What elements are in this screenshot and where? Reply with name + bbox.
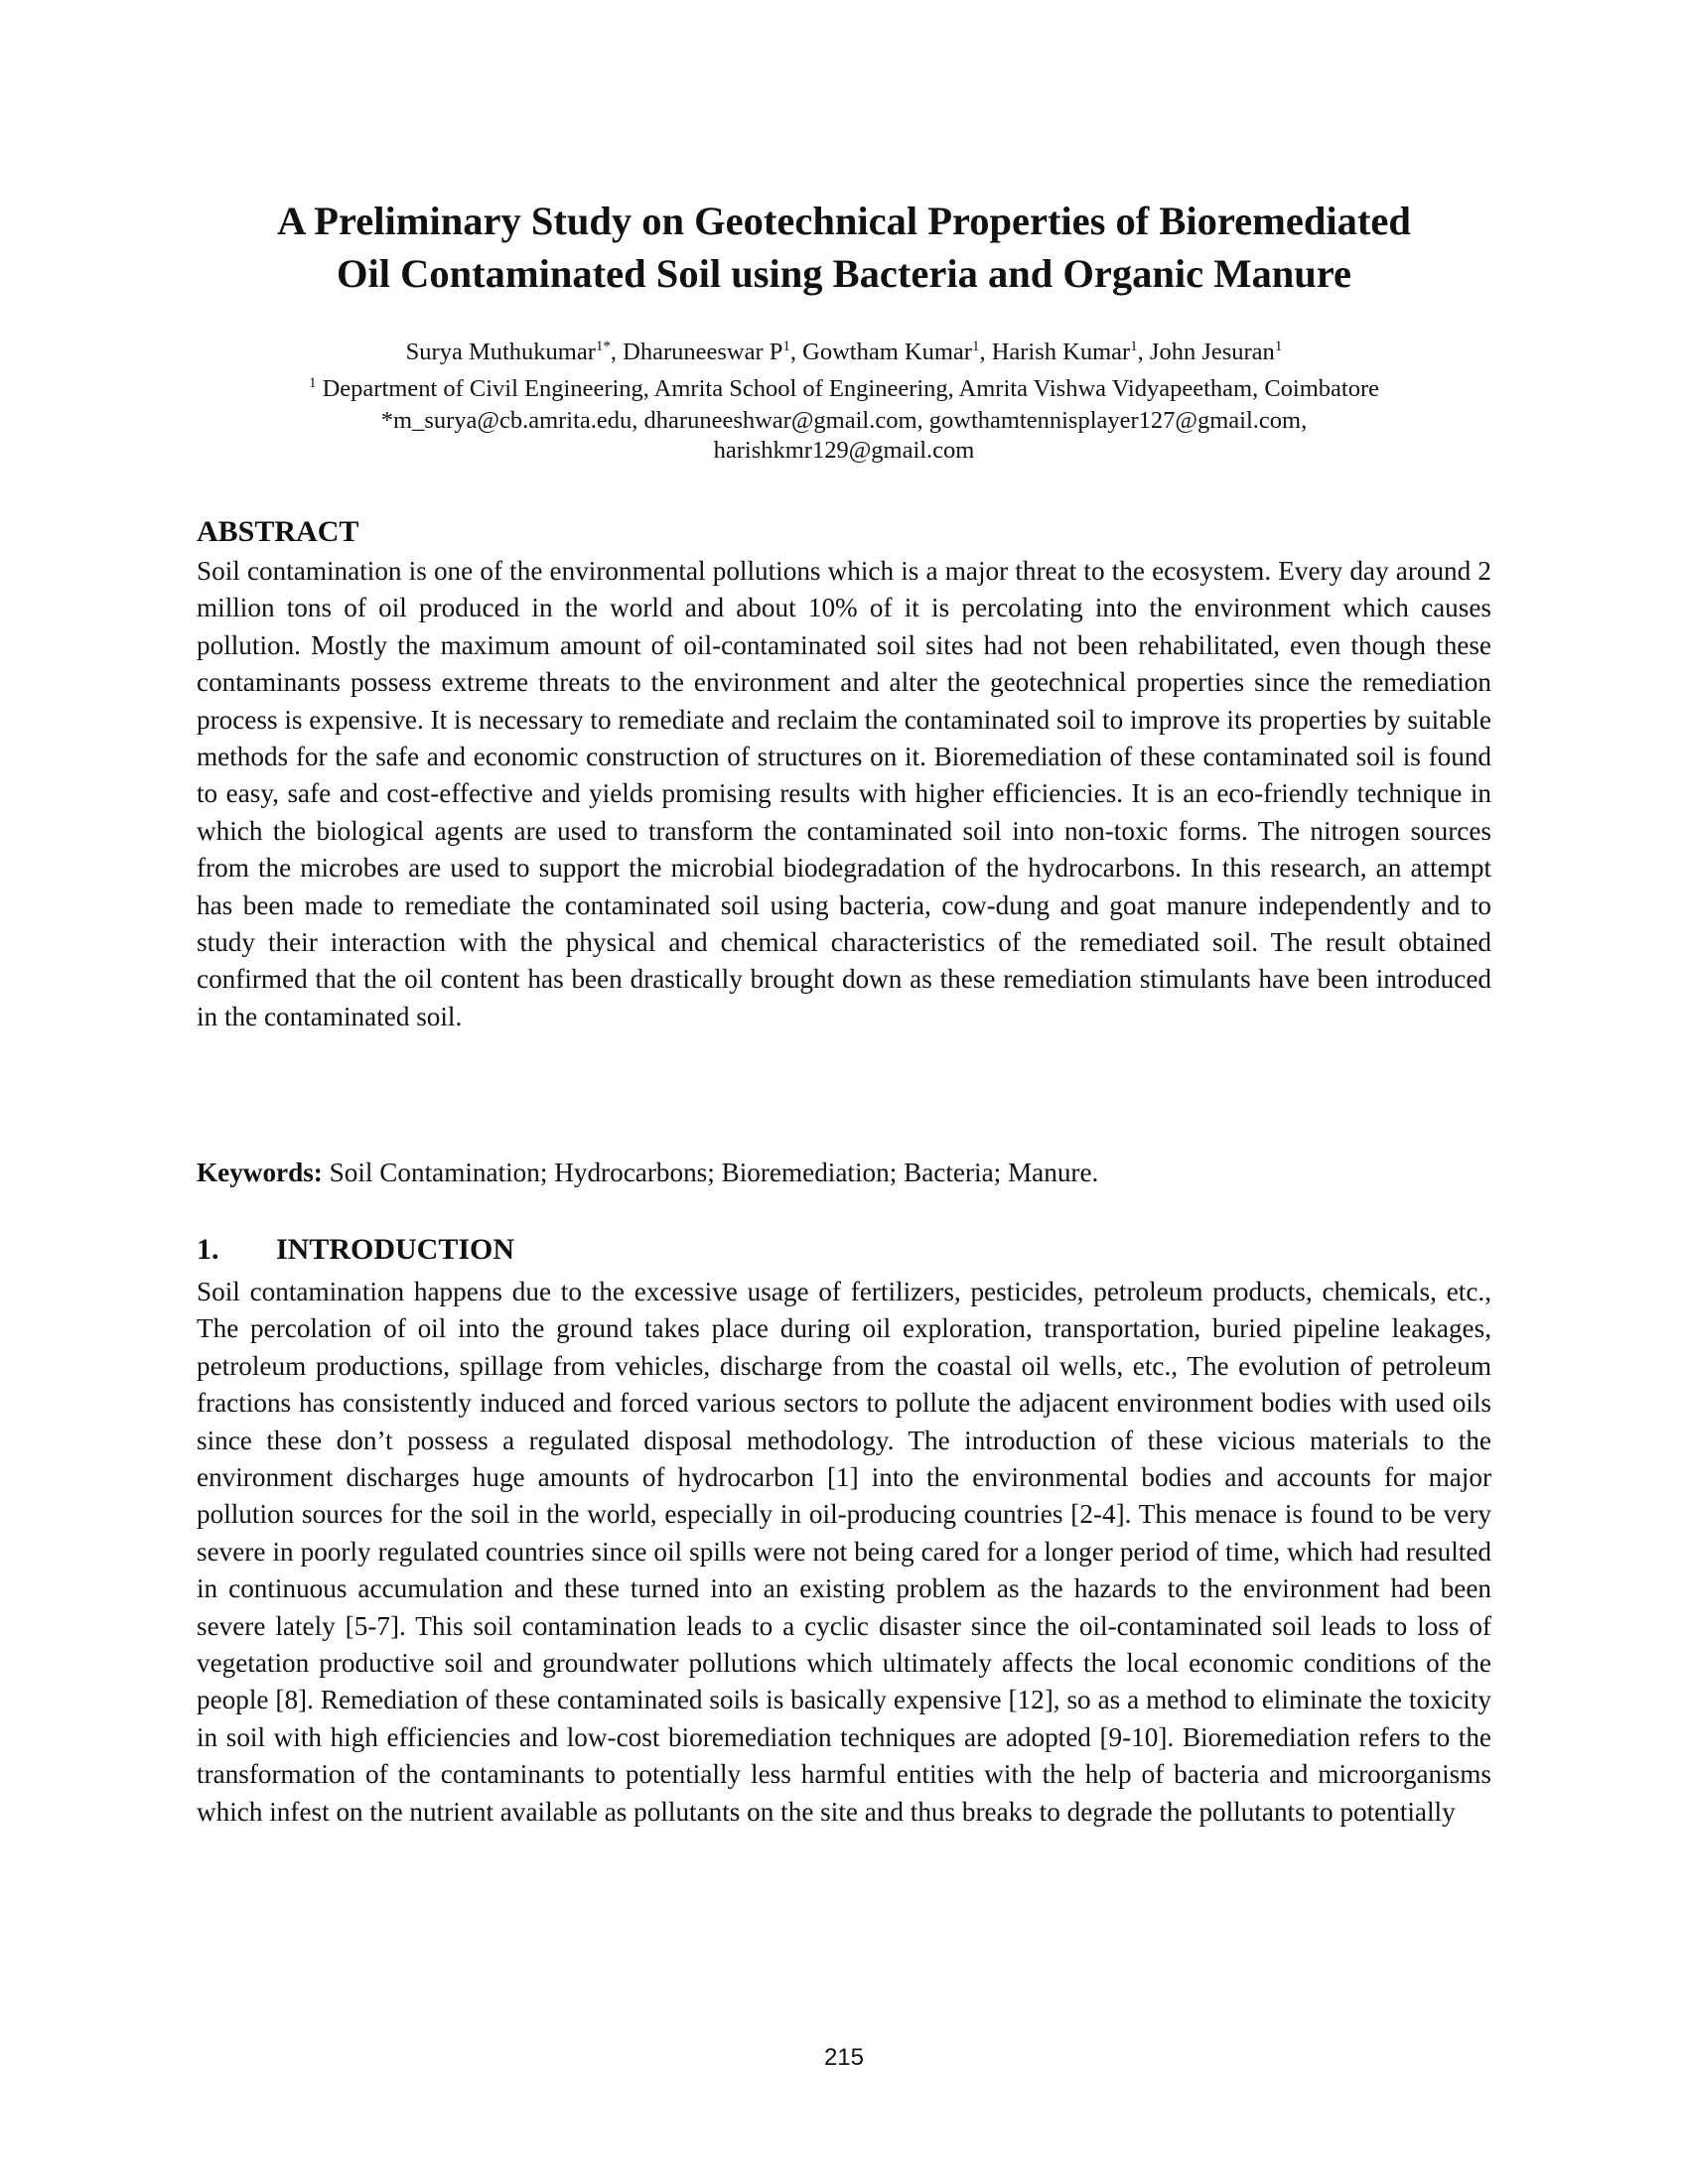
author-emails xyxy=(139,406,1549,466)
emails-line-1: *m_surya@cb.amrita.edu, dharuneeshwar@gmail.com, gowthamtennisplayer127@gmail.com, xyxy=(380,407,1308,434)
introduction-heading xyxy=(197,1232,514,1268)
section-number: 1. xyxy=(197,1233,219,1266)
keywords-text: Soil Contamination; Hydrocarbons; Bioremediation; Bacteria; Manure. xyxy=(322,1158,1099,1187)
title-line-1: A Preliminary Study on Geotechnical Properties of Bioremediated xyxy=(277,199,1411,243)
section-title: INTRODUCTION xyxy=(276,1233,515,1266)
author: Surya Muthukumar$^{1*}$, xyxy=(405,338,624,365)
title-line-2: Oil Contaminated Soil using Bacteria and Organic Manure xyxy=(337,251,1351,296)
affiliation: $^1$ Department of Civil Engineering, Amrita School of Engineering, Amrita Vishwa Vidyapeetham, Coimbatore xyxy=(308,374,1380,402)
author: Harish Kumar$^1$, xyxy=(991,338,1150,365)
emails-line-2: harishkmr129@gmail.com xyxy=(713,437,975,464)
abstract-heading: ABSTRACT xyxy=(197,515,359,548)
abstract-text: Soil contamination is one of the environmental pollutions which is a major threat to the ecosystem. Every day around 2 million tons of oil produced in the world and about 10% of it is percolating into the environment which causes pollution. Mostly the maximum amount of oil-contaminated soil sites had not been rehabilitated, even though these contaminants possess extreme threats to the environment and alter the geotechnical properties since the remediation process is expensive. It is necessary to remediate and reclaim the contaminated soil to improve its properties by suitable methods for the safe and economic construction of structures on it. Bioremediation of these contaminated soil is found to easy, safe and cost-effective and yields promising results with higher efficiencies. It is an eco-friendly technique in which the biological agents are used to transform the contaminated soil into non-toxic forms. The nitrogen sources from the microbes are used to support the microbial biodegradation of the hydrocarbons. In this research, an attempt has been made to remediate the contaminated soil using bacteria, cow-dung and goat manure independently and to study their interaction with the physical and chemical characteristics of the remediated soil. The result obtained confirmed that the oil content has been drastically brought down as these remediation stimulants have been introduced in the contaminated soil. xyxy=(197,556,1491,1031)
paper-title xyxy=(139,195,1549,300)
author: Gowtham Kumar$^1$, xyxy=(802,338,992,365)
page-number: 215 xyxy=(823,2044,865,2071)
introduction-text: Soil contamination happens due to the excessive usage of fertilizers, pesticides, petroleum products, chemicals, etc., The percolation of oil into the ground takes place during oil exploration, transportation, buried pipeline leakages, petroleum productions, spillage from vehicles, discharge from the coastal oil wells, etc., The evolution of petroleum fractions has consistently induced and forced various sectors to pollute the adjacent environment bodies with used oils since these don’t possess a regulated disposal methodology. The introduction of these vicious materials to the environment discharges huge amounts of hydrocarbon [1] into the environmental bodies and accounts for major pollution sources for the soil in the world, especially in oil-producing countries [2-4]. This menace is found to be very severe in poorly regulated countries since oil spills were not being cared for a longer period of time, which had resulted in continuous accumulation and these turned into an existing problem as the hazards to the environment had been severe lately [5-7]. This soil contamination leads to a cyclic disaster since the oil-contaminated soil leads to loss of vegetation productive soil and groundwater pollutions which ultimately affects the local economic conditions of the people [8]. Remediation of these contaminated soils is basically expensive [12], so as a method to eliminate the toxicity in soil with high efficiencies and low-cost bioremediation techniques are adopted [9-10]. Bioremediation refers to the transformation of the contaminants to potentially less harmful entities with the help of bacteria and microorganisms which infest on the nutrient available as pollutants on the site and thus breaks to degrade the pollutants to potentially xyxy=(197,1277,1491,1827)
keywords-label: Keywords: xyxy=(197,1158,323,1187)
author-list xyxy=(139,338,1549,367)
keywords xyxy=(197,1155,1491,1191)
author: John Jesuran$^1$ xyxy=(1149,338,1283,365)
author: Dharuneeswar $P^1$, xyxy=(623,338,803,365)
affiliation-mark: 1 xyxy=(308,374,317,391)
